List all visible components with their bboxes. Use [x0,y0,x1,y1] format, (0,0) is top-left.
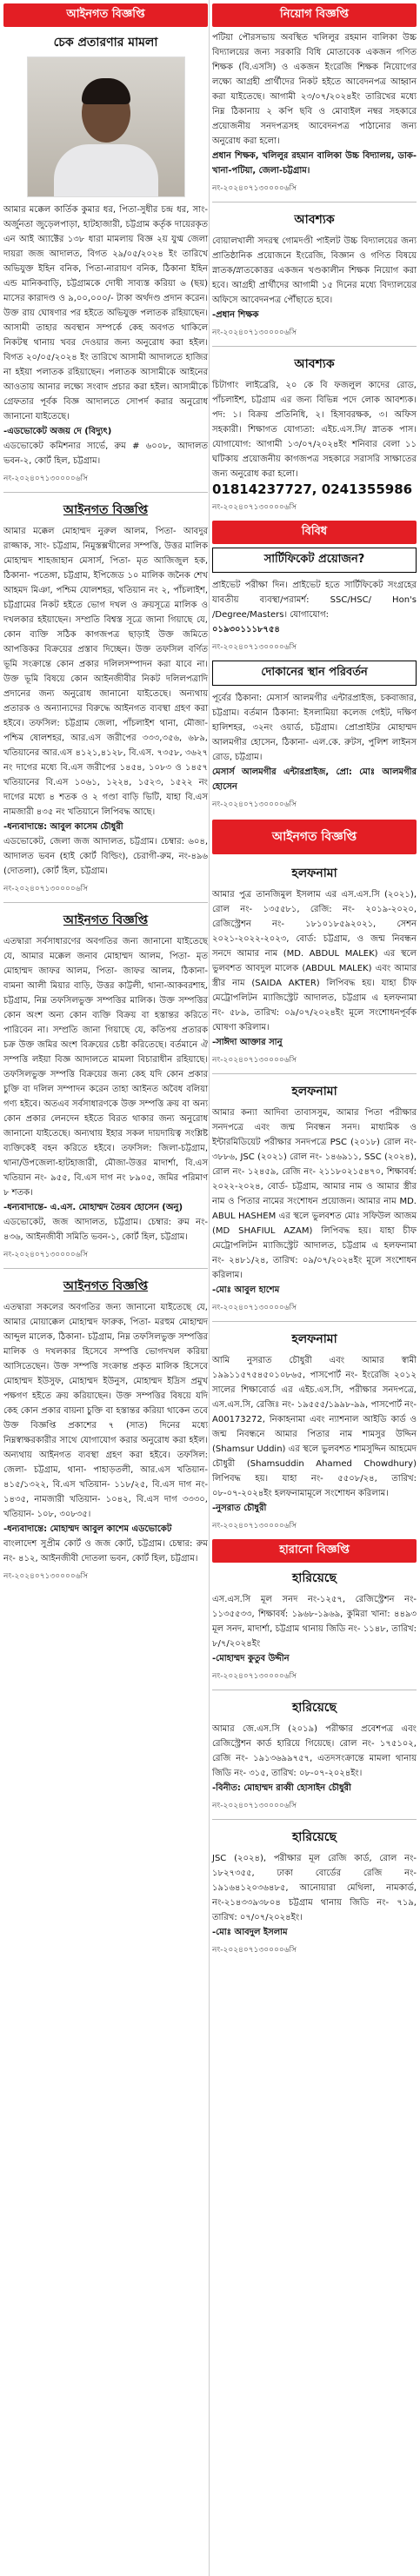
notice-body: প্রাইভেট পরীক্ষা দিন। প্রাইভেট হতে সার্টিফিকেট সংগ্রহের যাবতীয় ব্যবস্থা/পরামর্শ: SSC/HSC/ Hon's /Degree/Masters। যোগাযোগ: [212,581,417,620]
notice-signatory-address: এডভোকেট, জেলা জজ আদালত, চট্টগ্রাম। চেম্বার: ৬০৪, আদালত ভবন (হাই কোর্ট বিল্ডিং), চেরাগী-রুম, নং-৪৯৬ (দোতলা), কোর্ট হিল, চট্টগ্রাম। [3,837,208,876]
notice-code: নং-২০২৪০৭১৩০০০০৬সি [212,184,297,193]
notice-code: নং-২০২৪০৭১৩০০০০৬সি [212,1056,297,1065]
notice-title: আবশ্যক [294,213,335,227]
notice-signatory: মেসার্স আলমগীর এন্টারপ্রাইজ, প্রো: মোঃ আলমগীর হোসেন [212,767,417,792]
right-column [212,0,417,1963]
notice-title: দোকানের স্থান পরিবর্তন [212,661,417,686]
notice-code: নং-২০২৪০৭১৩০০০০৬সি [212,643,297,652]
notice-signatory: -ধন্যবাদান্তে- এ.এস. মোহাম্মদ তৈয়ব হোসেন (অনু) [3,1203,183,1212]
notice-code: নং-২০২৪০৭১৩০০০০৬সি [3,475,89,483]
contact-phones: 01814237727, 0241355986 [212,481,413,497]
notice-body: আমার মক্কেল কার্তিক কুমার ধর, পিতা-সুধীর চন্দ্র ধর, সাং-অর্জুনতা জুড়েলপাড়া, হাটহাজারী, চট্টগ্রাম কর্তৃক দায়েরকৃত এন আই অ্যাক্টের ১৩৮ ধারা মামলায় বিজ্ঞ ২য় যুগ্ম জেলা দায়রা জজ আদালত, বিগত ২৯/০৫/২০২৪ ইং তারিখে অভিযুক্ত ইহিন বনিক, পিতা-নারায়ণ বনিক, ঠিকানা ইহিন এন্ড মানিকবাড়ি, চট্টগ্রামকে দোষী সাব্যস্ত করিয়া ৬ (ছয়) মাসের কারাদণ্ড ও ৯,০০,০০০/- টাকা অর্থদণ্ড প্রদান করেন। উক্ত রায় ঘোষণার পর হইতে অভিযুক্ত পলাতক রহিয়াছেন। আসামী তাহার অবস্থান সম্পর্কে কেহ অবগত থাকিলে নিকটস্থ থানায় খবর দেওয়ার জন্য অনুরোধ করা হইল। বিগত ২০/০৫/২০২৪ ইং তারিখে আসামী আদালতে হাজির না হইয়া পলাতক রহিয়াছেন। পলাতক আসামীকে আইনের আওতায় আনার লক্ষ্যে সংবাদ প্রচার করা হইল। আসামীকে গ্রেফতার পূর্বক বিজ্ঞ আদালতে সোপর্দ করার অনুরোধ জানানো যাইতেছে। [3,205,208,422]
notice-body: বোয়ালখালী সদরস্থ গোমদণ্ডী পাইলট উচ্চ বিদ্যালয়ের জন্য প্রাতিষ্ঠানিক প্রয়োজনে ইংরেজি, বিজ্ঞান ও গণিত বিষয়ে স্নাতক/স্নাতকোত্তর একজন খণ্ডকালীন শিক্ষক নিয়োগ করা হবে। আগ্রহী প্রার্থীদের আগামী ১৫ দিনের মধ্যে বিদ্যালয়ের অফিসে আবেদনপত্র পৌঁছাতে হবে। [212,236,417,305]
section-banner-misc: বিবিধ [212,521,417,544]
notice-title: আবশ্যক [294,357,335,371]
divider [3,492,208,493]
notice-code: নং-২০২৪০৭১৩০০০০৬সি [212,800,297,809]
notice-title: হারিয়েছে [291,1830,337,1844]
notice-lost-2 [212,1697,417,1812]
divider [212,1321,417,1322]
notice-signatory-address: এডভোকেট কমিশনার সার্ভে, রুম # ৬০০৮, আদালত ভবন-২, কোর্ট হিল, চট্টগ্রাম। [3,442,208,466]
notice-body: এতদ্বারা সকলের অবগতির জন্য জানানো যাইতেছে যে, আমার মোয়াক্কেল মোহাম্মদ ফারুক, পিতা- মরহুম মোহাম্মদ আব্দুল মালেক, ঠিকানা- চট্টগ্রাম, নিম্ন তফসিলভুক্ত সম্পত্তির মালিক ও দখলকার হিসেবে সম্পত্তি ভোগদখল করিয়া আসিতেছেন। উক্ত সম্পত্তি সংক্রান্ত প্রকৃত মালিক হিসেবে মোহাম্মদ ইউসুফ, মোহাম্মদ ইউনুস, মোহাম্মদ ইদ্রিস প্রমুখ পক্ষগণ হইতে ক্রয় করিয়াছেন। উক্ত সম্পত্তির বিষয়ে যদি কেহ কোন প্রকার বায়না চুক্তি বা হস্তান্তর করিয়া থাকেন তবে উক্ত বিজ্ঞপ্তি প্রকাশের ৭ (সাত) দিনের মধ্যে নিম্নস্বাক্ষরকারীর সাথে যোগাযোগ করার অনুরোধ করা হইল। অন্যথায় আইনগত ব্যবস্থা গ্রহণ করা হইবে। তফসিল: জেলা- চট্টগ্রাম, থানা- পাহাড়তলী, আর.এস খতিয়ান- ৪১৫/১৩২২, বি.এস খতিয়ান- ১১৮/২৫, বি.এস দাগ নং- ১৪৩৫, নামজারী খতিয়ান- ১০৪২, বি.এস দাগ ৩৩৩০, খতিয়ান- ১০৮, ৩০৮৩৫। [3,1303,208,1519]
notice-cheque-fraud [3,3,208,485]
section-banner-lost: হারানো বিজ্ঞপ্তি [212,1539,417,1563]
notice-affidavit-2 [212,1081,417,1314]
notice-body: আমার মক্কেল মোহাম্মদ নুরুল আলম, পিতা- আবদুর রাজ্জাক, সাং- চট্টগ্রাম, নিমুস্তক্সখীলের সম্পত্তি, উত্তর মালিক মোহাম্মদ শাহজাহান মেসার্স, পিতা- মৃত আজিজুল হক, ঠিকানা- পতেঙ্গা, চট্টগ্রাম, ইপিজেড ১০ মালিক জনৈক শেখ আহমদ মিঞা, পশ্চিম যোলশহর, খতিয়ান নং ২, পাঁচলাইশ, চট্টগ্রামের নিকট হইতে ভোগ দখল ও ক্রয়সূত্রে মালিক ও দখলকার হইয়াছেন। সম্প্রতি বিশ্বস্ত সূত্রে জানা গিয়াছে যে, কোন ব্যক্তি সঠিক কাগজপত্র ছাড়াই উক্ত জমিতে আপত্তিকর বিক্রয়ের প্রস্তাব দিচ্ছেন। উক্ত তফসিল বর্ণিত ভূমি সংক্রান্তে কোন প্রকার দলিলসম্পাদন করা যাবে না। উক্ত ভূমি বিষয়ে কোন আইনজীবীর নিকট দলিলপত্রাদি প্রদানের জন্য অনুরোধ জানানো যাইতেছে। অন্যথায় প্রতারক ও অন্যান্যদের বিরুদ্ধে আইনগত ব্যবস্থা গ্রহণ করা হইবে। তফসিল: চট্টগ্রাম জেলা, পাঁচলাইশ থানা, মৌজা- পশ্চিম ষোলশহর, আর.এস জরীপের ৩৩৩,৩৫৬, ৬৮৯, খতিয়ানের আর.এস ৪১২১,৪১২৮, বি.এস. ৭৩৫৮, ৩৬২৭ নং দাগের মধ্যে বি.এস জরীপের ১৪৫৪, ১০৮৩ ও ১৪৫৭ খতিয়ানের বি.এস ১০৬১, ১২২৪, ১৫২৩, ১৫২২ নং দাগের মধ্যে ৪ শতক ও ২ গণ্ডা বাড়ি ভিটি, যাহা বি.এস নামজারী ৪৩৫ নং খতিয়ানে লিপিবদ্ধ আছে। [3,527,208,817]
notice-title: আইনগত বিজ্ঞপ্তি [63,913,149,927]
notice-body: JSC (২০২৪), পরীক্ষার মূল রেজি কার্ড, রোল নং- ১৮২৭৩৫৫, ঢাকা বোর্ডের রেজি নং- ১৯১৬৪১২০৩৬৪৮৫, আনোয়ারা মেথিলা, নামকার্ড, নং-২১৪৩৩৯৩৮০৪ চট্টগ্রাম থানায় জিডি নং- ৭১৯, তারিখ: ০৭/০৭/২০২৪ইং। [212,1854,417,1922]
notice-title: আইনগত বিজ্ঞপ্তি [63,1279,149,1293]
notice-title: হলফনামা [291,866,337,880]
column-divider [209,0,210,2576]
notice-title: আইনগত বিজ্ঞপ্তি [63,503,149,517]
notice-body: আমার পুত্র তানজিমুল ইসলাম এর এস.এস.সি (২০২১), রোল নং- ১৩৫৫৮১, রেজি: নং- ২০১৯-২০২০, রেজিস্ট্রেশন নং- ১৮১০১৮৫৯২০২১, সেশন ২০২১-২০২২-২০২৩, বোর্ড: চট্টগ্রাম, ও জন্ম নিবন্ধন সনদে আমার নাম (MD. ABDUL MALEK) এর স্থলে ভুলবশত আবদুল মালেক (ABDUL MALEK) এবং আমার স্ত্রীর নাম (SAIDA AKTER) লিপিবদ্ধ হয়। যাহা চীফ মেট্রোপলিটন ম্যাজিস্ট্রেট আদালত, চট্টগ্রাম এ হলফনামা নং- ৫৮৯, তারিখ: ০৯/০৭/২০২৪ইং মূলে সংশোধনপূর্বক ঘোষণা করিলাম। [212,890,417,1032]
notice-body: চিটাগাং লাইব্রেরি, ২০ কে বি ফজলুল কাদের রোড, পাঁচলাইশ, চট্টগ্রাম এর জন্য বিভিন্ন পদে লোক আবশ্যক। পদ: ১। বিক্রয় প্রতিনিধি, ২। হিসাবরক্ষক, ৩। অফিস সহকারী। শিক্ষাগত যোগ্যতা: এইচ.এস.সি/ স্নাতক পাস। যোগাযোগ: আগামী ১৩/০৭/২০২৪ইং শনিবার বেলা ১১ ঘটিকায় প্রয়োজনীয় কাগজপত্র সহকারে সরাসরি সাক্ষাতের জন্য অনুরোধ করা হলো। [212,381,417,479]
section-banner-legal-notice: আইনগত বিজ্ঞপ্তি [212,820,417,854]
divider [212,1819,417,1820]
notice-title: হলফনামা [291,1332,337,1346]
notice-code: নং-২০২৪০৭১৩০০০০৬সি [3,1251,89,1259]
contact-phone: ০১৯৩০১১১৮৭৫৪ [212,625,280,634]
notice-code: নং-২০২৪০৭১৩০০০০৬সি [212,503,297,512]
divider [212,1073,417,1074]
notice-legal-3 [3,910,208,1261]
notice-code: নং-২০২৪০৭১৩০০০০৬সি [212,1304,297,1312]
notice-title: চেক প্রতারণার মামলা [53,36,158,50]
notice-signatory-address: এডভোকেট, জজ আদালত, চট্টগ্রাম। চেম্বার: রুম নং- ৪৩৬, আইনজীবী সমিতি ভবন-১, কোর্ট হিল, চট্টগ্রাম। [3,1218,208,1242]
notice-signatory: -সাঈদা আক্তার সানু [212,1038,283,1047]
notice-signatory: -মোঃ আবদুল ইসলাম [212,1928,288,1937]
section-banner-legal-notice: আইনগত বিজ্ঞপ্তি [3,3,208,27]
notice-recruitment [212,3,417,195]
notice-code: নং-২০২৪০৭১৩০০০০৬সি [212,1802,297,1810]
notice-signatory: -ধন্যবাদান্তে: আবুল কাসেম চৌধুরী [3,822,123,832]
notice-body: এস.এস.সি মূল সনদ নং-১২৫৭, রেজিস্ট্রেশন নং- ১১৩৫৫৩৩, শিক্ষাবর্ষ: ১৯৬৮-১৯৬৯, কুমিরা খানা: ৪৪৯৩ মূল সনদ, মাদার্শা, চট্টগ্রাম থানায় জিডি নং- ১১৪৮, তারিখ: ৮/৭/২০২৪ইং [212,1595,417,1649]
notice-signatory: প্রধান শিক্ষক, খলিলুর রহমান বালিকা উচ্চ বিদ্যালয়, ডাক-খানা-পটিয়া, জেলা-চট্টগ্রাম। [212,151,417,176]
left-column [3,0,208,1590]
notice-wanted-1 [212,209,417,339]
notice-title: হলফনামা [291,1085,337,1099]
notice-legal-4 [3,1276,208,1583]
notice-body: পটিয়া পৌরসভায় অবস্থিত খলিলুর রহমান বালিকা উচ্চ বিদ্যালয়ের জন্য সরকারি বিধি মোতাবেক একজন গণিত শিক্ষক (বি.এসসি) ও একজন ইংরেজি শিক্ষক নিয়োগের লক্ষ্যে আগ্রহী প্রার্থীদের নিকট হইতে আবেদনপত্র আহ্বান করা যাইতেছে। আগামী ২৩/০৭/২০২৪ইং তারিখের মধ্যে নিম্ন ঠিকানায় ২ কপি ছবি ও মোবাইল নম্বর সহকারে প্রয়োজনীয় সনদপত্রসহ আবেদনপত্র পাঠানোর জন্য অনুরোধ করা হলো। [212,33,417,146]
notice-signatory: -ধন্যবাদান্তে: মোহাম্মদ আবুল কাশেম এডভোকেট [3,1524,172,1534]
notice-legal-2 [3,500,208,895]
notice-body: এতদ্বারা সর্বসাধারণের অবগতির জন্য জানানো যাইতেছে যে, আমার মক্কেল জনাব মোহাম্মদ আলম, পিতা- মৃত মোহাম্মদ জাফর আলম, পিতা- জাফর আলম, ঠিকানা- বামনা আলী মিয়ার বাড়ি, উত্তর কাট্টলী, থানা-আকবরশাহ, চট্টগ্রাম, নিম্ন তফসিলভুক্ত সম্পত্তির মালিক। উক্ত সম্পত্তির কোন অংশ অন্য কোন ব্যক্তি বিক্রয় বা হস্তান্তর করিতে পারিবেন না। সম্প্রতি জানা গিয়াছে যে, কতিপয় প্রতারক চক্র উক্ত জমির অংশ বিক্রয়ের চেষ্টা করিতেছে। বর্তমানে ঐ সম্পত্তি লইয়া বিজ্ঞ আদালতে মামলা বিচারাধীন রহিয়াছে। তফসিলভুক্ত সম্পত্তি বিক্রয়ের জন্য কেহ যদি কোন প্রকার চুক্তি বা দলিল সম্পাদন করেন তাহা আইনত অবৈধ বলিয়া গণ্য হইবে। অতএব সর্বসাধারণকে উক্ত সম্পত্তি ক্রয় বা অন্য কোন প্রকার লেনদেন হইতে বিরত থাকার জন্য অনুরোধ জানানো যাইতেছে। অন্যথায় ইহার সকল দায়দায়িত্ব সংশ্লিষ্ট ব্যক্তিকেই বহন করিতে হইবে। তফসিল: জিলা-চট্টগ্রাম, থানা/উপজেলা-হাটহাজারী, মৌজা-উত্তর মাদার্শা, বি.এস খতিয়ান নং- ৯৫৫, বি.এস দাগ নং ৮৯০৫, জমির পরিমাণ ৮ শতক। [3,937,208,1198]
notice-title: সার্টিফিকেট প্রয়োজন? [212,548,417,573]
notice-body: আমার জে.এস.সি (২০১৯) পরীক্ষার প্রবেশপত্র এবং রেজিস্ট্রেশন কার্ড হারিয়ে গিয়েছে। রোল নং- ১৭৫১০২, রেজি নং- ১৯১৩৬৯৯৭৫৭, এতদসংক্রান্তে মামলা থানায় জিডি নং- ৩১৫, তারিখ: ০৮-০৭-২০২৪ইং। [212,1724,417,1778]
notice-title: হারিয়েছে [291,1701,337,1715]
notice-body: আমি নুসরাত চৌধুরী এবং আমার স্বামী ১৯৯১১৫৭৫৪৫০১০৮৬৫, পাসপোর্ট নং- ইংরেজি ২০১২ সালের শিক্ষাবোর্ড এর এইচ.এস.সি, পরীক্ষার সনদপত্রে, এস.এস.সি, রেজিঃ নং- ১৯৫৫৫/১৯৯৮-৯৯, পাসপোর্ট নং- A00173272, নিকাহনামা এবং ন্যাশনাল আইডি কার্ড ও জন্ম নিবন্ধনে আমার পিতার নাম শামসুর উদ্দিন (Shamsur Uddin) এর স্থলে ভুলবশত শামসুদ্দিন আহমেদ চৌধুরী (Shamsuddin Ahamed Chowdhury) লিপিবদ্ধ হয়। যাহা নং- ৫৫০৮/২৪, তারিখ: ০৮-০৭-২০২৪ইং হলফনামামূলে সংশোধন করিলাম। [212,1356,417,1498]
notice-body: পূর্বের ঠিকানা: মেসার্স আলমগীর এন্টারপ্রাইজ, চকবাজার, চট্টগ্রাম। বর্তমান ঠিকানা: ইসলামিয়া কলেজ গেইট, দক্ষিণ হালিশহর, ৩২নং ওয়ার্ড, চট্টগ্রাম। প্রোপ্রাইটর মোহাম্মদ আলমগীর হোসেন, ঠিকানা- এল.কে. রুটস, পুলিশ লাইনস রোড, চট্টগ্রাম। [212,694,417,762]
section-banner-recruitment: নিয়োগ বিজ্ঞপ্তি [212,3,417,27]
notice-shop-relocation [212,661,417,811]
notice-title: হারিয়েছে [291,1571,337,1585]
notice-wanted-2 [212,354,417,514]
divider [3,902,208,903]
accused-photo [27,56,185,197]
notice-code: নং-২০২৪০৭১৩০০০০৬সি [212,1522,297,1530]
notice-signatory: -এডভোকেট অজয় দে (বিদ্যুৎ) [3,427,112,436]
notice-signatory: -মোহাম্মদ কুতুব উদ্দীন [212,1654,290,1663]
notice-lost-1 [212,1539,417,1683]
notice-affidavit-1 [212,820,417,1066]
notice-code: নং-২০২৪০৭১৩০০০০৬সি [212,1946,297,1955]
notice-code: নং-২০২৪০৭১৩০০০০৬সি [212,329,297,337]
notice-signatory: -প্রধান শিক্ষক [212,310,259,320]
notice-code: নং-২০২৪০৭১৩০০০০৬সি [3,1572,89,1581]
notice-signatory: -বিনীত: মোহাম্মদ রাব্বী হোসাইন চৌধুরী [212,1783,351,1793]
notice-lost-3 [212,1827,417,1956]
notice-signatory: -নুসরাত চৌধুরী [212,1504,267,1513]
notice-code: নং-২০২৪০৭১৩০০০০৬সি [3,885,89,893]
divider [3,1268,208,1269]
notice-misc-certificate [212,521,417,654]
notice-body: আমার কন্যা আদিবা তাবাসসুম, আমার পিতা পরীক্ষার সনদপত্রে এবং জন্ম নিবন্ধন সনদ। মাধ্যমিক ও ইন্টারমিডিয়েট পরীক্ষার সনদপত্রে PSC (২০১৮) রোল নং- ৩৮৮৬, JSC (২০২১) রোল নং- ১৪৬৯১১, SSC (২০২৪), রোল নং- ১২৪৫৯, রেজি নং- ২১১৮০২১৫৪৭০, শিক্ষাবর্ষ: ২০২২-২০২৪, বোর্ড- চট্টগ্রাম, আমার নাম ও আমার স্ত্রীর নাম ও পিতার নামের সংশোধন প্রয়োজন। আমার নাম MD. ABUL HASHEM এর স্থলে ভুলবশত মোঃ সফিউল আজম (MD SHAFIUL AZAM) লিপিবদ্ধ হয়। যাহা চীফ মেট্রোপলিটন ম্যাজিস্ট্রেট আদালত, চট্টগ্রাম এ হলফনামা নং- ২৪৮১/২৪, তারিখ: ০৯/০৭/২০২৪ইং মূলে সংশোধন করিলাম। [212,1108,417,1280]
divider [212,346,417,347]
notice-code: নং-২০২৪০৭১৩০০০০৬সি [212,1672,297,1681]
notice-signatory-address: বাংলাদেশ সুপ্রীম কোর্ট ও জজ কোর্ট, চট্টগ্রাম। চেম্বার: রুম নং- ৪১২, আইনজীবী দোতলা ভবন, কোর্ট হিল, চট্টগ্রাম। [3,1539,208,1564]
notice-signatory: -মোঃ আবুল হাশেম [212,1285,280,1295]
notice-affidavit-3 [212,1329,417,1532]
